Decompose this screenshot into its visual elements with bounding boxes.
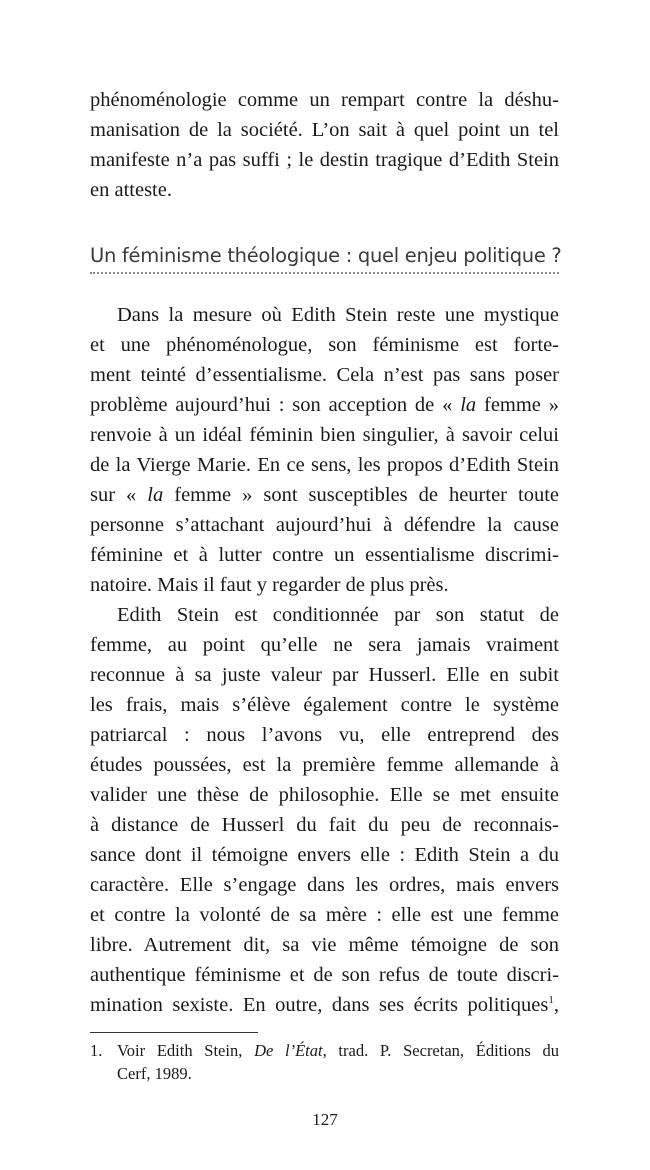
text-line: et contre la volonté de sa mère : elle est une femme (90, 904, 559, 926)
text-line: authentique féminisme et de son refus de toute discri- (90, 964, 559, 986)
footnote-rule (90, 1032, 258, 1033)
text-line: personne s’attachant aujourd’hui à défendre la cause (90, 514, 559, 536)
text-line: de la Vierge Marie. En ce sens, les propos d’Edith Stein (90, 454, 559, 476)
emphasis: la (460, 394, 477, 416)
footnote-number: 1. (90, 1041, 103, 1060)
text-line: sur « la femme » sont susceptibles de heurter toute (90, 484, 559, 506)
text-line: caractère. Elle s’engage dans les ordres, mais envers (90, 874, 559, 896)
text-line: Edith Stein est conditionnée par son statut de (117, 604, 559, 626)
text-line: manisation de la société. L’on sait à quel point un tel (90, 119, 559, 141)
text-line: natoire. Mais il faut y regarder de plus près. (90, 574, 449, 596)
text-line: mination sexiste. En outre, dans ses écrits politiques$^1$, (90, 994, 559, 1016)
footnote-line: Cerf, 1989. (117, 1064, 192, 1083)
text-line: à distance de Husserl du fait du peu de reconnais- (90, 814, 559, 836)
text-line: problème aujourd’hui : son acception de « la femme » (90, 394, 559, 416)
text-line: ment teinté d’essentialisme. Cela n’est pas sans poser (90, 364, 559, 386)
heading-dotted-rule (90, 272, 559, 274)
text-line: femme, au point qu’elle ne sera jamais vraiment (90, 634, 559, 656)
text-line: féminine et à lutter contre un essentialisme discrimi- (90, 544, 559, 566)
footnote-reference[interactable]: 1 (548, 994, 554, 1006)
page-number: 127 (312, 1110, 338, 1129)
text-line: renvoie à un idéal féminin bien singulier, à savoir celui (90, 424, 559, 446)
text-line: sance dont il témoigne envers elle : Edith Stein a du (90, 844, 559, 866)
emphasis: la (147, 484, 164, 506)
section-heading: Un féminisme théologique : quel enjeu politique ? (90, 244, 562, 267)
text-line: valider une thèse de philosophie. Elle se met ensuite (90, 784, 559, 806)
footnote: 1. Voir Edith Stein, De l’État, trad. P. Secretan, Éditions du (90, 1041, 559, 1060)
text-line: en atteste. (90, 179, 172, 201)
text-line: phénoménologie comme un rempart contre la déshu- (90, 89, 559, 111)
text-line: libre. Autrement dit, sa vie même témoigne de son (90, 934, 559, 956)
text-line: les frais, mais s’élève également contre le système (90, 694, 559, 716)
text-line: patriarcal : nous l’avons vu, elle entreprend des (90, 724, 559, 746)
emphasis: De l’État (254, 1041, 323, 1060)
text-line: manifeste n’a pas suffi ; le destin tragique d’Edith Stein (90, 149, 559, 171)
text-line: et une phénoménologue, son féminisme est forte- (90, 334, 559, 356)
text-line: reconnue à sa juste valeur par Husserl. Elle en subit (90, 664, 559, 686)
text-line: Dans la mesure où Edith Stein reste une mystique (117, 304, 559, 326)
text-line: études poussées, est la première femme allemande à (90, 754, 559, 776)
